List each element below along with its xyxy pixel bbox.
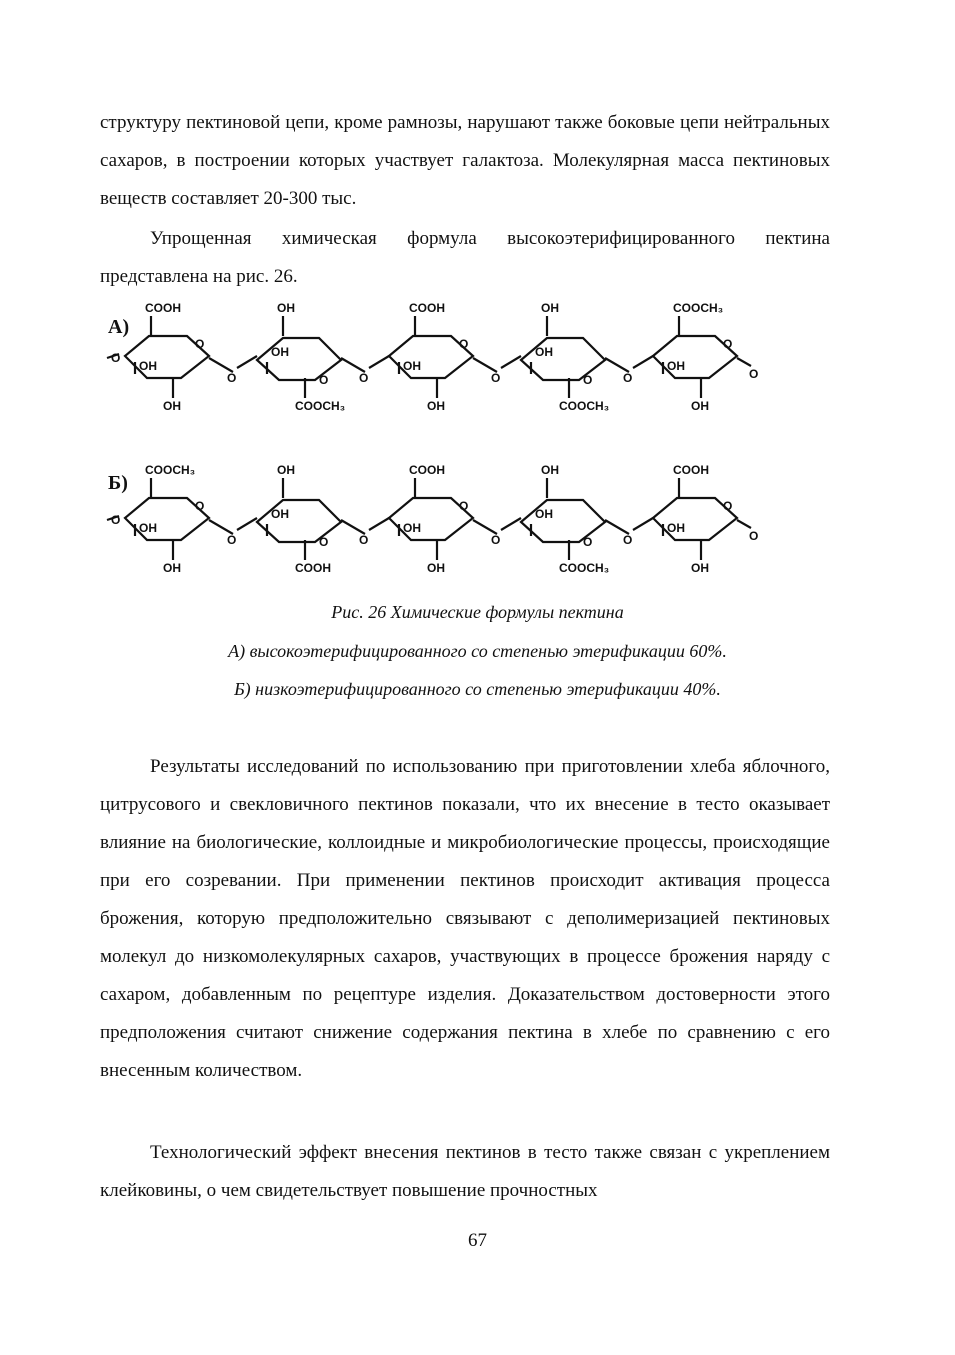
- substituent-top: OH: [277, 463, 295, 477]
- hydroxyl-ring: OH: [535, 507, 553, 521]
- bond-line: [237, 356, 257, 368]
- link-oxygen: O: [749, 529, 759, 543]
- ring-oxygen: O: [459, 337, 469, 351]
- bond-line: [369, 518, 389, 530]
- substituent-top: COOCH₃: [673, 301, 724, 315]
- paragraph-research-results: Результаты исследований по использованию при приготовлении хлеба яблочного, цитрусового и свекловичного пектинов показали, что их внесение в тесто оказывает влияние на биологические, коллоидные и микробиологические процессы, происходящие при его созревании. При применении пектинов происходит активация процесса брожения, которую предположительно связывают с деполимеризацией пектиновых молекул до низкомолекулярных сахаров, участвующих в процессе брожения наряду с сахаром, добавленным по рецептуре изделия. Доказательством достоверности этого предположения считают снижение содержания пектина в хлебе по сравнению с его внесенным количеством.: [100, 756, 830, 1081]
- substituent-bottom: OH: [427, 399, 445, 413]
- hydroxyl-ring: OH: [535, 345, 553, 359]
- substituent-bottom: COOCH₃: [559, 561, 610, 575]
- hydroxyl-ring: OH: [271, 345, 289, 359]
- bond-line: [341, 520, 365, 534]
- bond-line: [605, 520, 629, 534]
- substituent-top: COOCH₃: [145, 463, 196, 477]
- hydroxyl-ring: OH: [403, 359, 421, 373]
- figure-caption-title: Рис. 26 Химические формулы пектина: [331, 602, 624, 622]
- figure-caption-b: Б) низкоэтерифицированного со степенью этерификации 40%.: [234, 679, 721, 699]
- pyranose-ring: [521, 338, 605, 380]
- substituent-top: OH: [277, 301, 295, 315]
- ring-oxygen: O: [319, 373, 329, 387]
- ring-oxygen: O: [195, 337, 205, 351]
- pyranose-ring: [257, 500, 341, 542]
- substituent-top: COOH: [673, 463, 709, 477]
- ring-oxygen: O: [723, 337, 733, 351]
- link-oxygen: O: [359, 533, 369, 547]
- link-oxygen: O: [491, 371, 501, 385]
- ring-oxygen: O: [195, 499, 205, 513]
- paragraph-technological-effect: Технологический эффект внесения пектинов в тесто также связан с укреплением клейковины, о чем свидетельствует повышение прочностных: [100, 1142, 830, 1201]
- hydroxyl-ring: OH: [403, 521, 421, 535]
- link-oxygen: O: [227, 371, 237, 385]
- bond-line: [605, 358, 629, 372]
- hydroxyl-ring: OH: [271, 507, 289, 521]
- substituent-bottom: OH: [163, 561, 181, 575]
- link-oxygen: O: [111, 513, 121, 527]
- ring-oxygen: O: [583, 535, 593, 549]
- substituent-bottom: OH: [163, 399, 181, 413]
- ring-oxygen: O: [319, 535, 329, 549]
- bond-line: [633, 356, 653, 368]
- bond-line: [237, 518, 257, 530]
- substituent-bottom: COOH: [295, 561, 331, 575]
- substituent-top: COOH: [145, 301, 181, 315]
- pectin-formula-a: [95, 300, 795, 440]
- hydroxyl-ring: OH: [667, 521, 685, 535]
- bond-line: [341, 358, 365, 372]
- bond-line: [737, 520, 751, 528]
- pectin-formula-b: [95, 462, 795, 602]
- bond-line: [633, 518, 653, 530]
- pyranose-ring: [521, 500, 605, 542]
- bond-line: [737, 358, 751, 366]
- bond-line: [369, 356, 389, 368]
- substituent-bottom: OH: [427, 561, 445, 575]
- figure-label-a: А): [108, 316, 130, 338]
- page-number: 67: [468, 1230, 487, 1251]
- hydroxyl-ring: OH: [139, 521, 157, 535]
- substituent-bottom: OH: [691, 399, 709, 413]
- substituent-top: OH: [541, 301, 559, 315]
- paragraph-continuation: структуру пектиновой цепи, кроме рамнозы, нарушают также боковые цепи нейтральных сахаров, в построении которых участвует галактоза. Молекулярная масса пектиновых веществ составляет 20-300 тыс.: [100, 112, 830, 209]
- substituent-bottom: COOCH₃: [295, 399, 346, 413]
- bond-line: [209, 358, 233, 372]
- figure-caption-a: А) высокоэтерифицированного со степенью этерификации 60%.: [228, 641, 727, 661]
- substituent-top: OH: [541, 463, 559, 477]
- hydroxyl-ring: OH: [139, 359, 157, 373]
- link-oxygen: O: [491, 533, 501, 547]
- hydroxyl-ring: OH: [667, 359, 685, 373]
- substituent-bottom: OH: [691, 561, 709, 575]
- pyranose-ring: [257, 338, 341, 380]
- link-oxygen: O: [227, 533, 237, 547]
- bond-line: [501, 356, 521, 368]
- ring-oxygen: O: [723, 499, 733, 513]
- bond-line: [473, 520, 497, 534]
- bond-line: [209, 520, 233, 534]
- bond-line: [501, 518, 521, 530]
- substituent-top: COOH: [409, 463, 445, 477]
- ring-oxygen: O: [583, 373, 593, 387]
- figure-label-b: Б): [108, 472, 128, 494]
- link-oxygen: O: [623, 371, 633, 385]
- substituent-bottom: COOCH₃: [559, 399, 610, 413]
- ring-oxygen: O: [459, 499, 469, 513]
- link-oxygen: O: [749, 367, 759, 381]
- substituent-top: COOH: [409, 301, 445, 315]
- paragraph-formula-intro: Упрощенная химическая формула высокоэтерифицированного пектина представлена на рис. 26.: [100, 228, 830, 287]
- link-oxygen: O: [359, 371, 369, 385]
- bond-line: [473, 358, 497, 372]
- link-oxygen: O: [111, 351, 121, 365]
- link-oxygen: O: [623, 533, 633, 547]
